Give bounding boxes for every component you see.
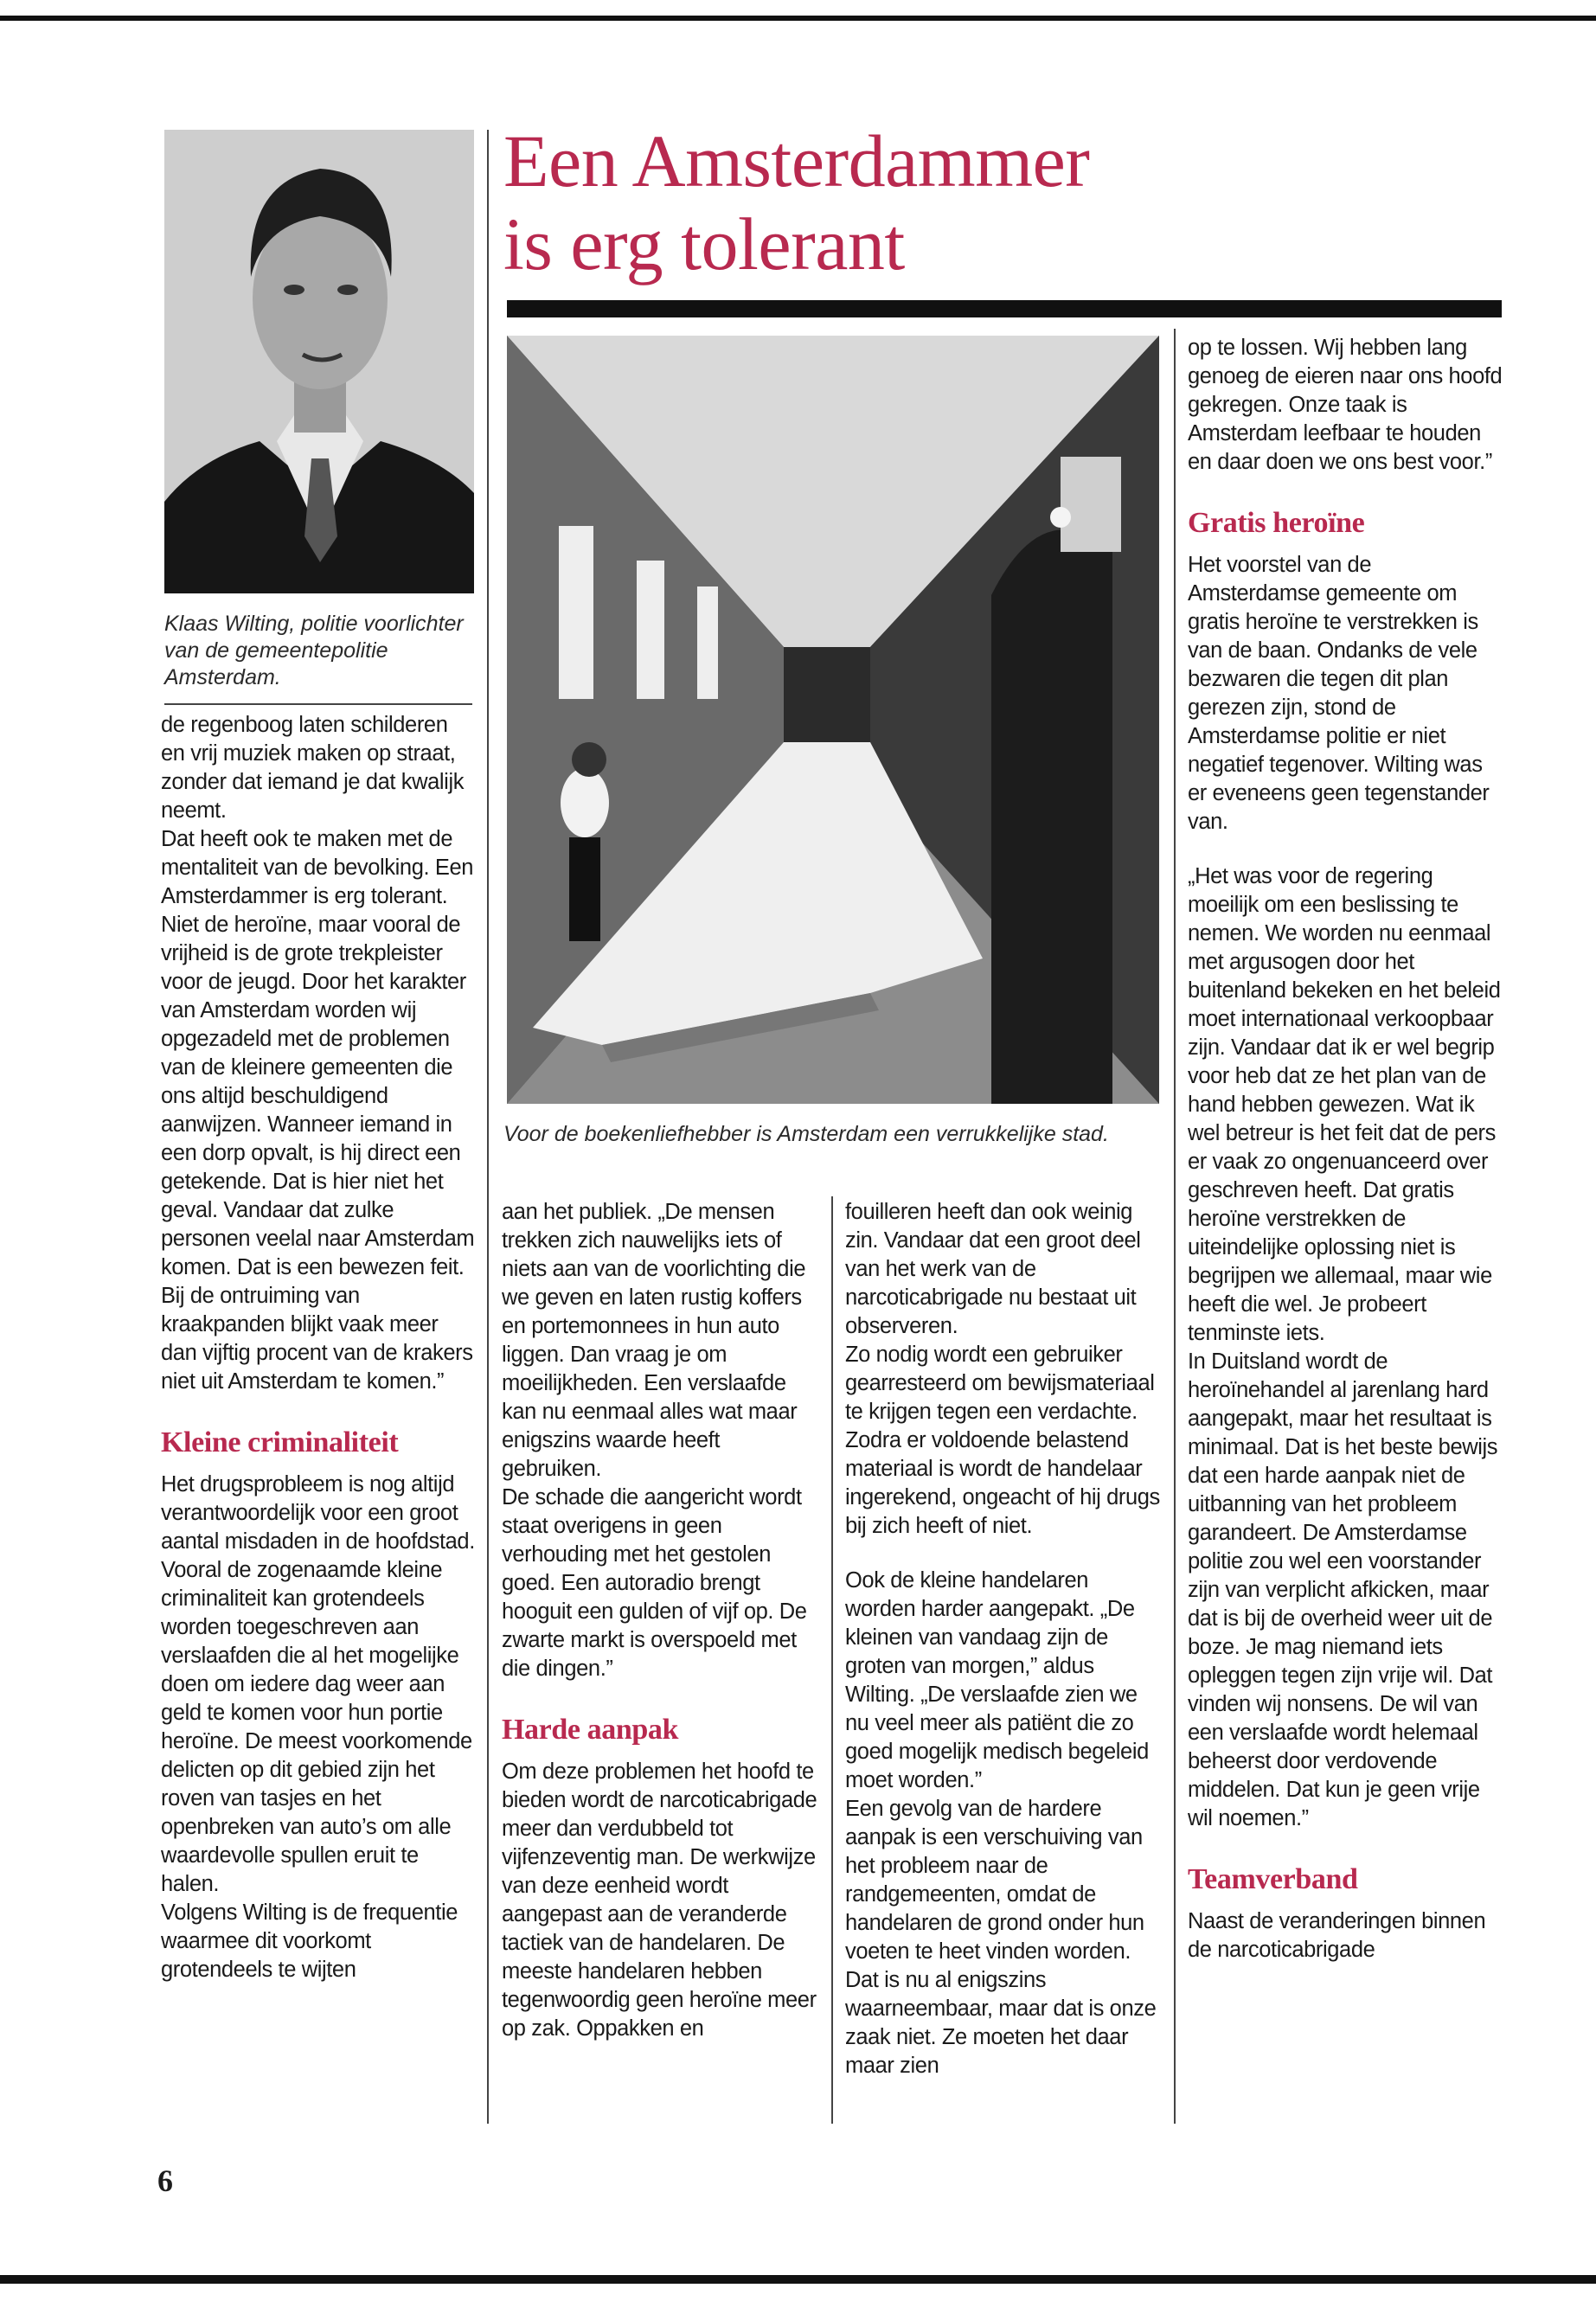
col3-paragraph-3: Ook de kleine handelaren worden harder aangepakt. „De kleinen van vandaag zijn de groten van morgen,” aldus Wilting. „De verslaafde zien we nu veel meer als patiënt die zo goed mogelijk medisch begeleid moet worden.” bbox=[845, 1568, 1149, 1792]
heading-harde-aanpak: Harde aanpak bbox=[502, 1714, 678, 1746]
column-3 bbox=[845, 1198, 1161, 2080]
top-rule bbox=[0, 16, 1596, 21]
bottom-rule bbox=[0, 2275, 1596, 2284]
col1-paragraph-1: de regenboog laten schilderen en vrij muziek maken op straat, zonder dat iemand je dat kwalijk neemt. bbox=[161, 713, 465, 823]
col1-paragraph-4: Volgens Wilting is de frequentie waarmee dit voorkomt grotendeels te wijten bbox=[161, 1900, 458, 1982]
col4-paragraph-4: In Duitsland wordt de heroïnehandel al jarenlang hard aangepakt, maar het resultaat is minimaal. Dat is het beste bewijs dat een harde aanpak niet de uitbanning van het probleem garandeert. De Amsterdamse politie zou wel een voorstander zijn van verplicht afkicken, maar dat is bij de overheid weer uit de boze. Je mag niemand iets opleggen tegen zijn vrije wil. Dat vinden wij nonsens. De wil van een verslaafde wordt helemaal beheerst door verdovende middelen. Dat kun je geen vrije wil noemen.” bbox=[1188, 1349, 1498, 1830]
column-rule-2 bbox=[831, 1196, 833, 2124]
title-line-2: is erg tolerant bbox=[503, 202, 905, 285]
column-2 bbox=[502, 1198, 822, 2043]
column-rule-3 bbox=[1174, 329, 1176, 2124]
col3-paragraph-2: Zo nodig wordt een gebruiker gearresteerd om bewijsmateriaal te krijgen tegen een verdachte. Zodra er voldoende belastend materiaal is wordt de handelaar ingerekend, ongeacht of hij drugs bij zich heeft of niet. bbox=[845, 1343, 1160, 1538]
col3-paragraph-4: Een gevolg van de hardere aanpak is een verschuiving van het probleem naar de randgemeenten, omdat de handelaren de grond onder hun voeten te heet vinden worden. Dat is nu al enigszins waarneembaar, maar dat is onze zaak niet. Ze moeten het daar maar zien bbox=[845, 1797, 1157, 2078]
portrait-photo bbox=[164, 130, 474, 593]
book-market-image bbox=[507, 336, 1159, 1104]
column-rule-1 bbox=[487, 130, 489, 2124]
article-title bbox=[503, 119, 1089, 285]
col2-paragraph-3: Om deze problemen het hoofd te bieden wordt de narcoticabrigade meer dan verdubbeld tot vijfenzeventig man. De werkwijze van deze eenheid wordt aangepast aan de veranderde tactiek van de handelaren. De meeste handelaren hebben tegenwoordig geen heroïne meer op zak. Oppakken en bbox=[502, 1759, 817, 2041]
photo-caption: Voor de boekenliefhebber is Amsterdam een verrukkelijke stad. bbox=[503, 1122, 1109, 1146]
heading-gratis-heroine: Gratis heroïne bbox=[1188, 507, 1365, 539]
col4-paragraph-3: „Het was voor de regering moeilijk om een beslissing te nemen. We worden nu eenmaal met argusogen door het buitenland bekeken en het beleid moet internationaal verkoopbaar zijn. Vandaar dat ik er wel begrip voor heb dat ze het plan van de hand hebben gewezen. Wat ik wel betreur is het feit dat de pers er vaak zo ongenuanceerd over geschreven heeft. Dat gratis heroïne verstrekken de uiteindelijke oplossing niet is begrijpen we allemaal, maar wie heeft die wel. Je probeert tenminste iets. bbox=[1188, 864, 1501, 1345]
page-number: 6 bbox=[157, 2163, 173, 2198]
caption-divider bbox=[164, 703, 472, 705]
title-line-1: Een Amsterdammer bbox=[503, 119, 1090, 202]
col4-paragraph-2: Het voorstel van de Amsterdamse gemeente om gratis heroïne te verstrekken is van de baan. Ondanks de vele bezwaren die tegen dit plan gerezen zijn, stond de Amsterdamse politie er niet negatief tegenover. Wilting was er eveneens geen tegenstander van. bbox=[1188, 553, 1490, 834]
column-1 bbox=[161, 711, 477, 1984]
heading-kleine-criminaliteit: Kleine criminaliteit bbox=[161, 1426, 399, 1458]
col3-paragraph-1: fouilleren heeft dan ook weinig zin. Vandaar dat een groot deel van het werk van de narcoticabrigade nu bestaat uit observeren. bbox=[845, 1200, 1141, 1338]
heading-teamverband: Teamverband bbox=[1188, 1863, 1358, 1895]
col2-paragraph-2: De schade die aangericht wordt staat overigens in geen verhouding met het gestolen goed. Een autoradio brengt hooguit een gulden of vijf op. De zwarte markt is overspoeld met die dingen.” bbox=[502, 1485, 807, 1681]
portrait-image bbox=[164, 130, 474, 593]
col1-paragraph-2: Dat heeft ook te maken met de mentaliteit van de bevolking. Een Amsterdammer is erg tolerant. Niet de heroïne, maar vooral de vrijheid is de grote trekpleister voor de jeugd. Door het karakter van Amsterdam worden wij opgezadeld met de problemen van de kleinere gemeenten die ons altijd beschuldigend aanwijzen. Wanneer iemand in een dorp opvalt, is hij direct een getekende. Dat is hier niet het geval. Vandaar dat zulke personen veelal naar Amsterdam komen. Dat is een bewezen feit. Bij de ontruiming van kraakpanden blijkt vaak meer dan vijftig procent van de krakers niet uit Amsterdam te komen.” bbox=[161, 827, 475, 1394]
book-market-photo bbox=[507, 336, 1159, 1104]
title-bar bbox=[507, 300, 1502, 317]
col2-paragraph-1: aan het publiek. „De mensen trekken zich nauwelijks iets of niets aan van de voorlichting die we geven en laten rustig koffers en portemonnees in hun auto liggen. Dan vraag je om moeilijkheden. Een verslaafde kan nu eenmaal alles wat maar enigszins waarde heeft gebruiken. bbox=[502, 1200, 806, 1481]
col4-paragraph-5: Naast de veranderingen binnen de narcoticabrigade bbox=[1188, 1909, 1486, 1962]
column-4 bbox=[1188, 334, 1503, 1965]
col4-paragraph-1: op te lossen. Wij hebben lang genoeg de eieren naar ons hoofd gekregen. Onze taak is Amsterdam leefbaar te houden en daar doen we ons best voor.” bbox=[1188, 336, 1503, 474]
col1-paragraph-3: Het drugsprobleem is nog altijd verantwoordelijk voor een groot aantal misdaden in de hoofdstad. Vooral de zogenaamde kleine criminaliteit kan grotendeels worden toegeschreven aan verslaafden die al het mogelijke doen om iedere dag weer aan geld te komen voor hun portie heroïne. De meest voorkomende delicten op dit gebied zijn het roven van tasjes en het openbreken van auto’s om alle waardevolle spullen eruit te halen. bbox=[161, 1472, 475, 1896]
portrait-caption: Klaas Wilting, politie voorlichter van de gemeentepolitie Amsterdam. bbox=[164, 612, 464, 689]
